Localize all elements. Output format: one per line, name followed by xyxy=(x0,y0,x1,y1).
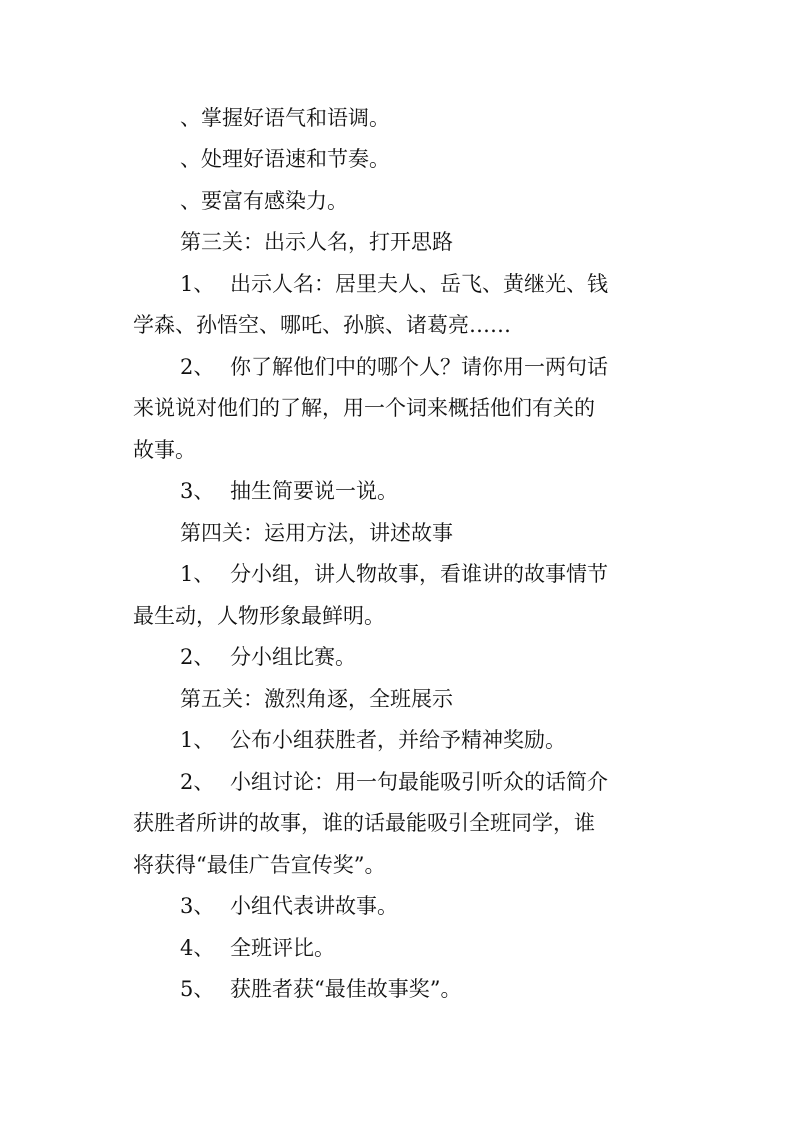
text-line: 、要富有感染力。 xyxy=(180,189,348,213)
list-item xyxy=(180,928,335,970)
item-number: 1、 xyxy=(180,728,215,752)
item-text: 小组讨论：用一句最能吸引听众的话简介 xyxy=(230,770,608,794)
text-line: 最生动，人物形象最鲜明。 xyxy=(133,604,385,628)
item-number: 4、 xyxy=(180,936,215,960)
section-heading-5: 第五关：激烈角逐，全班展示 xyxy=(180,687,453,711)
item-number: 2、 xyxy=(180,355,215,379)
text-line: 来说说对他们的了解，用一个词来概括他们有关的 xyxy=(133,396,595,420)
item-number: 2、 xyxy=(180,645,215,669)
list-item xyxy=(180,969,461,1011)
item-text: 抽生简要说一说。 xyxy=(230,479,398,503)
text-line: 将获得“最佳广告宣传奖”。 xyxy=(133,853,386,877)
item-text: 分小组，讲人物故事，看谁讲的故事情节 xyxy=(230,562,608,586)
item-text: 分小组比赛。 xyxy=(230,645,356,669)
list-item xyxy=(180,264,608,306)
item-text: 小组代表讲故事。 xyxy=(230,894,398,918)
section-heading-3: 第三关：出示人名，打开思路 xyxy=(180,230,453,254)
list-item xyxy=(180,720,566,762)
list-item xyxy=(180,762,608,804)
item-number: 3、 xyxy=(180,479,215,503)
text-line: 、处理好语速和节奏。 xyxy=(180,147,390,171)
item-text: 出示人名：居里夫人、岳飞、黄继光、钱 xyxy=(230,272,608,296)
item-number: 5、 xyxy=(180,977,215,1001)
item-number: 2、 xyxy=(180,770,215,794)
section-heading-4: 第四关：运用方法，讲述故事 xyxy=(180,521,453,545)
item-text: 公布小组获胜者，并给予精神奖励。 xyxy=(230,728,566,752)
text-line: 故事。 xyxy=(133,438,196,462)
item-number: 1、 xyxy=(180,562,215,586)
list-item xyxy=(180,637,356,679)
item-text: 获胜者获“最佳故事奖”。 xyxy=(230,977,462,1001)
item-number: 3、 xyxy=(180,894,215,918)
text-line: 、掌握好语气和语调。 xyxy=(180,106,390,130)
item-text: 你了解他们中的哪个人？请你用一两句话 xyxy=(230,355,608,379)
list-item xyxy=(180,554,608,596)
item-text: 全班评比。 xyxy=(230,936,335,960)
text-line: 获胜者所讲的故事，谁的话最能吸引全班同学，谁 xyxy=(133,811,595,835)
item-number: 1、 xyxy=(180,272,215,296)
list-item xyxy=(180,886,398,928)
text-line: 学森、孙悟空、哪吒、孙膑、诸葛亮…… xyxy=(133,313,511,337)
list-item xyxy=(180,471,398,513)
list-item xyxy=(180,347,608,389)
